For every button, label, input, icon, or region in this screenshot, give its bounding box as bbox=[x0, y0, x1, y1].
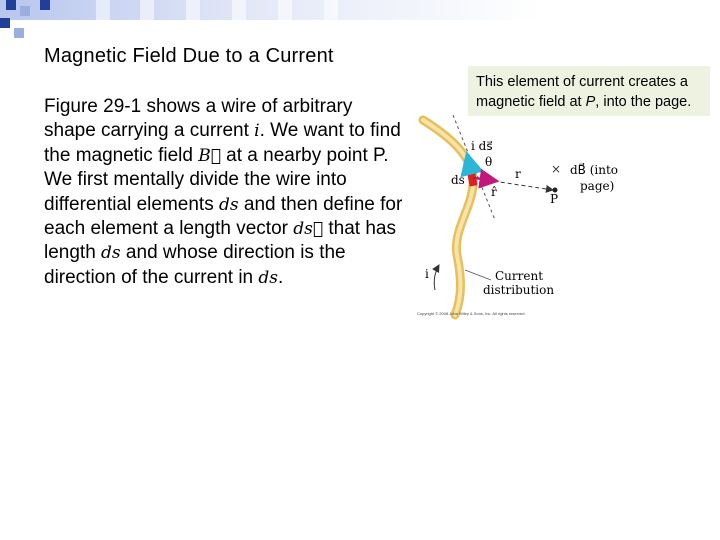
math-ds: ds bbox=[218, 194, 239, 215]
callout-line: This element of current creates a bbox=[476, 74, 688, 90]
label-i-ds: i ds⃗ bbox=[471, 139, 493, 153]
label-r: r bbox=[515, 167, 521, 181]
label-r-hat: r̂ bbox=[491, 185, 497, 199]
slide-title: Magnetic Field Due to a Current bbox=[44, 45, 334, 67]
text-run: and then define for each element a length vector bbox=[44, 193, 403, 240]
corner-squares bbox=[0, 0, 60, 45]
r-hat-arrow bbox=[475, 178, 497, 181]
callout-point-P: P bbox=[585, 94, 596, 110]
label-ds: ds bbox=[451, 173, 465, 187]
callout-line bbox=[476, 92, 710, 112]
header-cell bbox=[324, 0, 338, 20]
biot-savart-figure bbox=[405, 110, 635, 320]
text-run: and whose direction is the direction of the current in bbox=[44, 242, 346, 288]
math-B-vector: B⃗ bbox=[198, 145, 221, 166]
text-run: at a nearby point P. We first mentally divide the wire into differential elements bbox=[44, 144, 389, 215]
header-cell bbox=[278, 0, 292, 20]
label-i: i bbox=[425, 267, 429, 281]
text-run: Figure 29-1 shows a wire of arbitrary shape carrying a current bbox=[44, 96, 353, 142]
body-paragraph bbox=[44, 95, 404, 290]
corner-square bbox=[20, 6, 30, 16]
label-distribution: distribution bbox=[483, 283, 555, 297]
corner-square bbox=[0, 18, 10, 28]
label-current: Current bbox=[495, 269, 544, 283]
label-dB: dB⃗ (into bbox=[570, 163, 619, 177]
header-gradient-bar bbox=[0, 0, 720, 20]
label-theta: θ bbox=[485, 155, 493, 169]
math-ds-vector: ds⃗ bbox=[293, 219, 324, 240]
figure-copyright: Copyright © 2008 John Wiley & Sons, Inc. All rights reserved. bbox=[417, 311, 526, 316]
header-cell bbox=[96, 0, 110, 20]
label-P: P bbox=[550, 192, 559, 206]
corner-square bbox=[14, 28, 24, 38]
callout-text: , into the page. bbox=[595, 94, 692, 110]
corner-square bbox=[40, 0, 50, 10]
figure-callout bbox=[468, 66, 710, 116]
header-cell bbox=[140, 0, 154, 20]
current-direction-arrow bbox=[434, 265, 439, 290]
text-run: . bbox=[278, 266, 284, 288]
header-cell bbox=[186, 0, 200, 20]
corner-square bbox=[6, 0, 16, 10]
callout-text: magnetic field at bbox=[476, 94, 586, 110]
text-run: . We want to find the magnetic field bbox=[44, 120, 401, 166]
math-ds: ds bbox=[101, 243, 121, 264]
text-run: that has length bbox=[44, 218, 396, 264]
math-i: i bbox=[254, 121, 260, 142]
dB-x: × bbox=[551, 162, 562, 176]
leader-line bbox=[465, 270, 491, 280]
label-dB-page: page) bbox=[580, 179, 615, 193]
math-ds: ds bbox=[258, 267, 278, 288]
header-cell bbox=[232, 0, 246, 20]
